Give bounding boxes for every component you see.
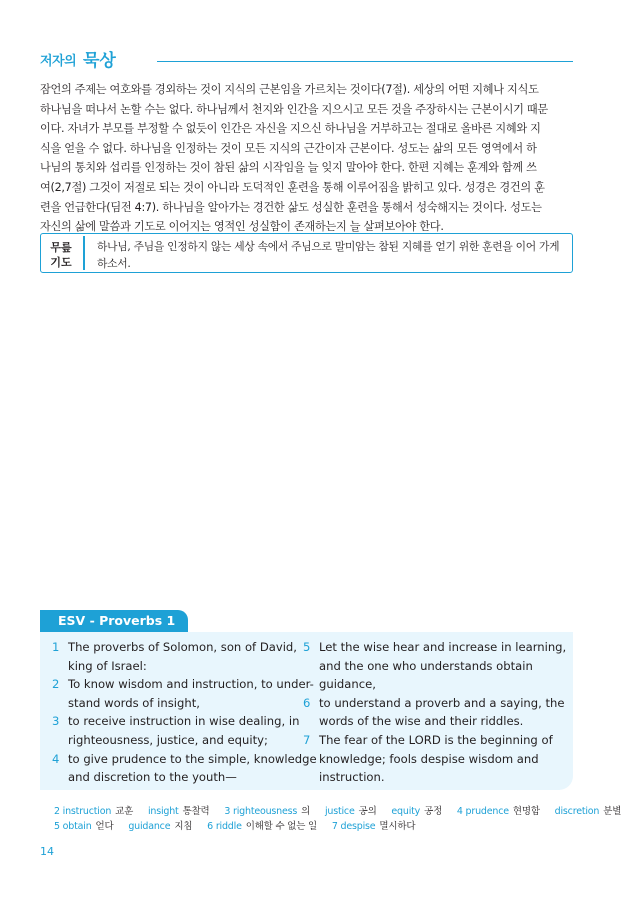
vocab-meaning: 공의 [358, 806, 377, 817]
verse-text: knowledge; fools despise wisdom and [319, 751, 539, 766]
vocab-meaning: 분별 [603, 806, 622, 817]
vocab-line [54, 820, 574, 835]
body-line: 나님의 통치와 섭리를 인정하는 것이 참된 삶의 시작임을 늘 잊지 말아야 한다. 한편 지혜는 훈계와 함께 쓰 [40, 161, 537, 175]
heading-rule [157, 61, 573, 62]
prayer-label-bottom: 기도 [50, 256, 72, 269]
vocab-term: discretion [554, 806, 600, 817]
vocabulary-notes [54, 805, 622, 835]
verse-row [40, 712, 300, 731]
vocab-term: 6 riddle [207, 820, 242, 832]
verse-text: The proverbs of Solomon, son of David, [68, 640, 297, 654]
prayer-box [40, 233, 573, 273]
verse-row [300, 675, 573, 694]
verse-text: To know wisdom and instruction, to under- [68, 677, 314, 692]
verse-number: 7 [303, 732, 311, 747]
verse-row [40, 657, 300, 676]
body-line: 여(2,7절) 그것이 저절로 되는 것이 아니라 도덕적인 훈련을 통해 이루어짐을 밝히고 있다. 성경은 경건의 훈 [40, 180, 545, 194]
body-line: 자신의 삶에 말씀과 기도로 이어지는 영적인 성실함이 존재하는지 늘 살펴보아야 한다. [40, 220, 444, 234]
verse-number: 1 [52, 640, 60, 654]
prayer-text [97, 238, 567, 272]
vocab-meaning: 공정 [424, 806, 443, 817]
body-line: 잠언의 주제는 여호와를 경외하는 것이 지식의 근본임을 가르치는 것이다(7절). 세상의 어떤 지혜나 지식도 [40, 83, 539, 96]
verse-row [40, 750, 317, 769]
verse-text: guidance, [319, 677, 376, 692]
verse-text: to give prudence to the simple, knowledge [68, 751, 317, 766]
meditation-body [40, 80, 572, 237]
vocab-meaning: 멸시하다 [379, 820, 416, 832]
vocab-term: 4 prudence [456, 806, 509, 817]
verse-text: Let the wise hear and increase in learning, [319, 640, 567, 654]
verse-text: The fear of the LORD is the beginning of [319, 732, 553, 747]
verse-text: and discretion to the youth— [68, 770, 237, 785]
verse-row [40, 768, 300, 787]
prayer-line: 하소서. [97, 257, 131, 270]
vocab-meaning: 지침 [174, 820, 193, 832]
verse-row [300, 750, 573, 769]
vocab-line [54, 805, 622, 820]
vocab-meaning: 현명함 [512, 806, 540, 817]
prayer-line: 하나님, 주님을 인정하지 않는 세상 속에서 주님으로 말미암는 참된 지혜를 얻기 위한 훈련을 이어 가게 [97, 240, 560, 253]
verse-row [300, 694, 573, 713]
verse-row [40, 731, 300, 750]
verse-text: stand words of insight, [68, 695, 200, 710]
verse-number: 3 [52, 714, 60, 729]
vocab-term: 3 righteousness [224, 806, 298, 817]
verse-row [40, 694, 300, 713]
verse-text: and the one who understands obtain [319, 658, 533, 673]
verse-number: 6 [303, 695, 311, 710]
vocab-meaning: 얻다 [95, 820, 114, 832]
verse-text: righteousness, justice, and equity; [68, 732, 268, 747]
prayer-label-top: 무릎 [50, 241, 72, 254]
prayer-divider [83, 236, 85, 270]
vocab-meaning: 의 [301, 806, 311, 817]
esv-right-column [300, 638, 573, 787]
esv-tab [40, 610, 188, 632]
body-line: 하나님을 떠나서 논할 수는 없다. 하나님께서 천지와 인간을 지으시고 모든 것을 주장하시는 근본이시기 때문 [40, 102, 548, 116]
vocab-term: insight [147, 806, 179, 817]
body-line: 식을 얻을 수 없다. 하나님을 인정하는 것이 모든 지식의 근간이자 근본이다. 성도는 삶의 모든 영역에서 하 [40, 141, 537, 155]
vocab-term: justice [324, 806, 355, 817]
vocab-term: 5 obtain [54, 820, 92, 832]
verse-row [300, 768, 573, 787]
verse-row [40, 638, 300, 657]
body-line: 련을 언급한다(딤전 4:7). 하나님을 알아가는 경건한 삶도 성실한 훈련을 통해서 성숙해지는 것이다. 성도는 [40, 200, 542, 214]
prayer-label [49, 240, 73, 270]
verse-text: king of Israel: [68, 658, 147, 673]
vocab-term: guidance [128, 820, 171, 832]
heading-title: 묵상 [83, 51, 116, 71]
vocab-meaning: 교훈 [115, 806, 134, 817]
verse-number: 5 [303, 640, 311, 654]
verse-row [300, 638, 573, 657]
vocab-term: 7 despise [331, 820, 376, 832]
verse-text: instruction. [319, 770, 385, 785]
body-line: 이다. 자녀가 부모를 부정할 수 없듯이 인간은 자신을 지으신 하나님을 거부하고는 절대로 올바른 지혜와 지 [40, 122, 541, 136]
vocab-term: equity [391, 806, 421, 817]
verse-row [300, 657, 573, 676]
page-number: 14 [40, 845, 54, 858]
verse-text: words of the wise and their riddles. [319, 714, 524, 729]
esv-left-column [40, 638, 317, 787]
vocab-meaning: 통찰력 [182, 806, 210, 817]
heading-prefix: 저자의 [40, 54, 77, 69]
vocab-term: 2 instruction [54, 806, 112, 817]
verse-text: to understand a proverb and a saying, the [319, 695, 565, 710]
esv-title: ESV - Proverbs 1 [58, 613, 176, 628]
verse-number: 4 [52, 751, 60, 766]
verse-number: 2 [52, 677, 60, 692]
verse-row [40, 675, 314, 694]
verse-text: to receive instruction in wise dealing, in [68, 714, 300, 729]
verse-row [300, 731, 573, 750]
vocab-meaning: 이해할 수 없는 일 [245, 820, 318, 832]
verse-row [300, 712, 573, 731]
section-heading [40, 46, 573, 70]
